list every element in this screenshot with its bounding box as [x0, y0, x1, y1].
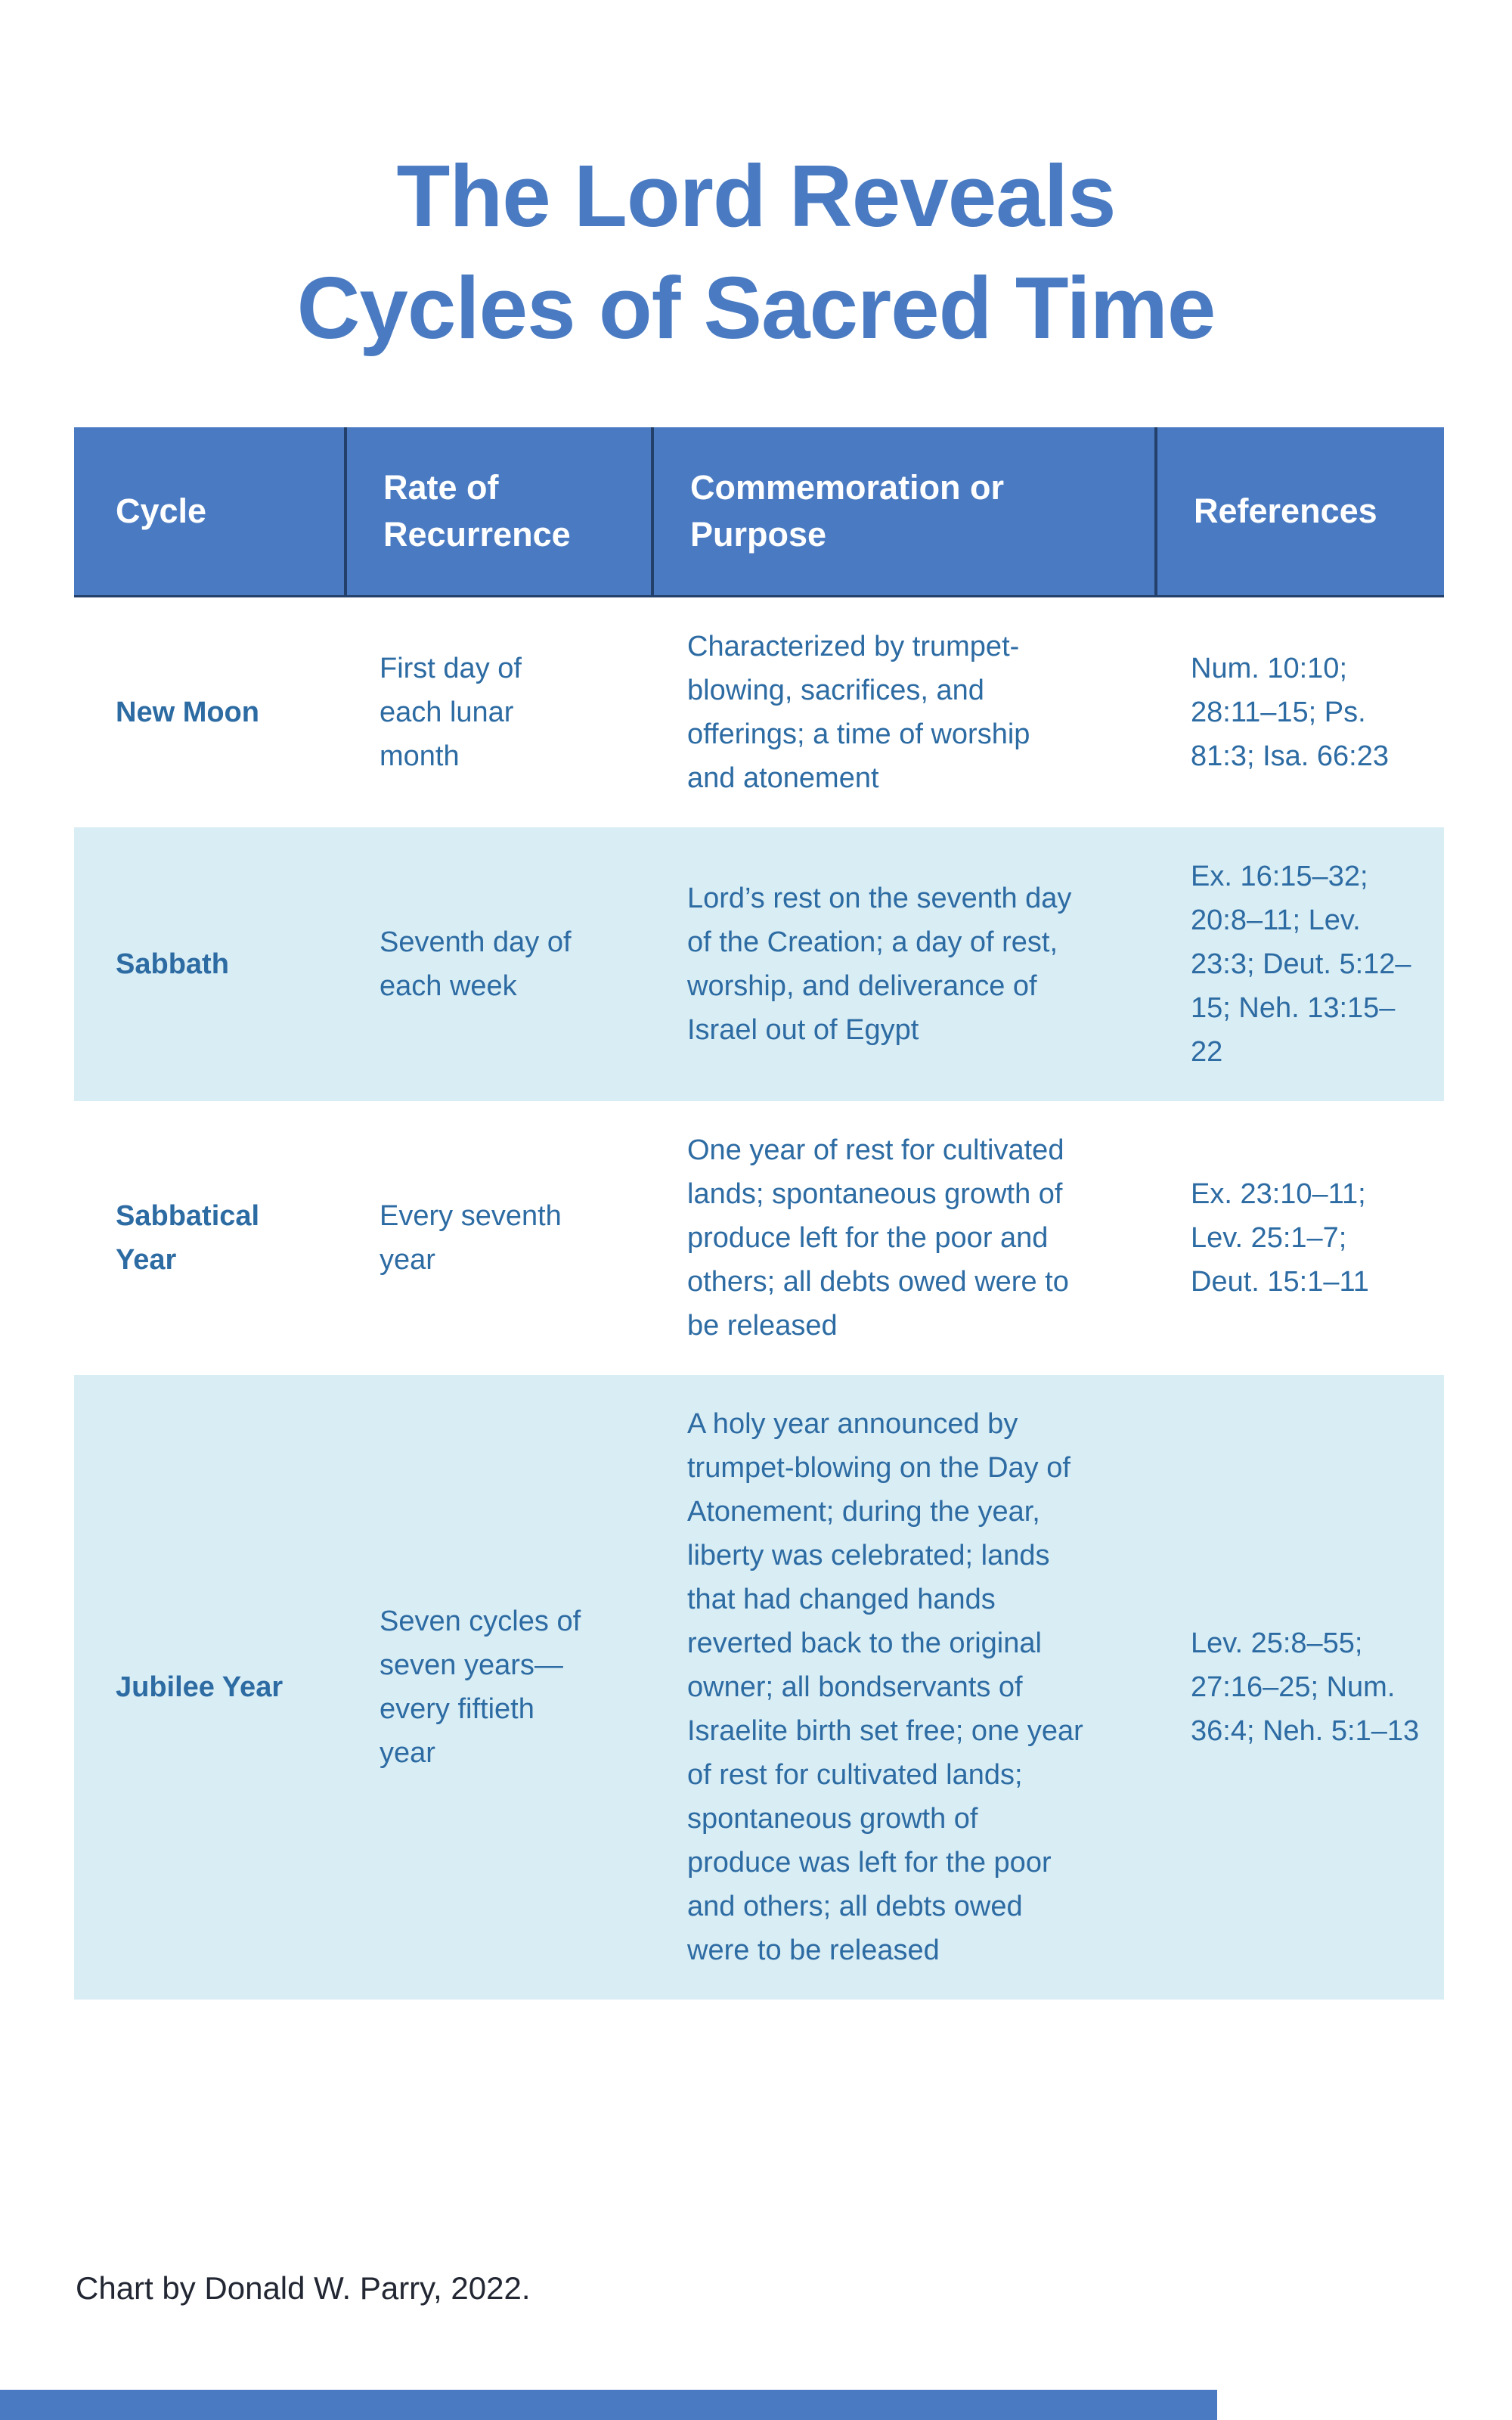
page-title-line-2: Cycles of Sacred Time [296, 259, 1216, 357]
references-text: Ex. 16:15–32; 20:8–11; Lev. 23:3; Deut. 5:12–15; Neh. 13:15–22 [1191, 861, 1411, 1068]
page-title-line-1: The Lord Reveals [396, 147, 1116, 245]
page-title [0, 140, 1512, 364]
table-row-new-moon [74, 597, 1444, 827]
cycle-name: New Moon [116, 697, 259, 728]
purpose-text: Characterized by trumpet-blowing, sacrifices, and offerings; a time of worship and atonement [687, 631, 1030, 794]
footer-credit: Chart by Donald W. Parry, 2022. [76, 2270, 531, 2306]
footer-accent-bar [0, 2390, 1217, 2420]
cycle-name: Sabbatical Year [116, 1200, 260, 1276]
table-row-sabbath [74, 827, 1444, 1101]
header-cell-references: References [1154, 427, 1444, 595]
header-cell-cycle: Cycle [116, 492, 207, 530]
header-cell-commemoration-or-purpose: Commemoration or Purpose [651, 427, 1154, 595]
purpose-text: One year of rest for cultivated lands; spontaneous growth of produce left for the poor and others; all debts owed were to be released [687, 1134, 1069, 1342]
rate-of-recurrence-text: First day of each lunar month [380, 653, 522, 772]
sacred-time-cycles-table [74, 427, 1444, 2000]
references-text: Num. 10:10; 28:11–15; Ps. 81:3; Isa. 66:23 [1191, 653, 1389, 772]
table-row-sabbatical-year [74, 1101, 1444, 1375]
cycle-name: Jubilee Year [116, 1671, 284, 1703]
cycle-name: Sabbath [116, 948, 229, 980]
rate-of-recurrence-text: Seven cycles of seven years—every fiftieth year [380, 1606, 581, 1769]
purpose-text: A holy year announced by trumpet-blowing on the Day of Atonement; during the year, liberty was celebrated; lands that had changed hands reverted back to the original owner; all bondservants of Israelite birth set free; one year of rest for cultivated lands; spontaneous growth of produce was left for the poor and others; all debts owed were to be released [687, 1408, 1083, 1966]
references-text: Ex. 23:10–11; Lev. 25:1–7; Deut. 15:1–11 [1191, 1178, 1369, 1298]
table-header-row [74, 427, 1444, 597]
rate-of-recurrence-text: Every seventh year [380, 1200, 562, 1276]
header-cell-rate-of-recurrence: Rate of Recurrence [344, 427, 651, 595]
table-row-jubilee-year [74, 1375, 1444, 2000]
purpose-text: Lord’s rest on the seventh day of the Creation; a day of rest, worship, and deliverance of Israel out of Egypt [687, 883, 1072, 1046]
rate-of-recurrence-text: Seventh day of each week [380, 926, 572, 1002]
references-text: Lev. 25:8–55; 27:16–25; Num. 36:4; Neh. 5:1–13 [1191, 1627, 1420, 1747]
